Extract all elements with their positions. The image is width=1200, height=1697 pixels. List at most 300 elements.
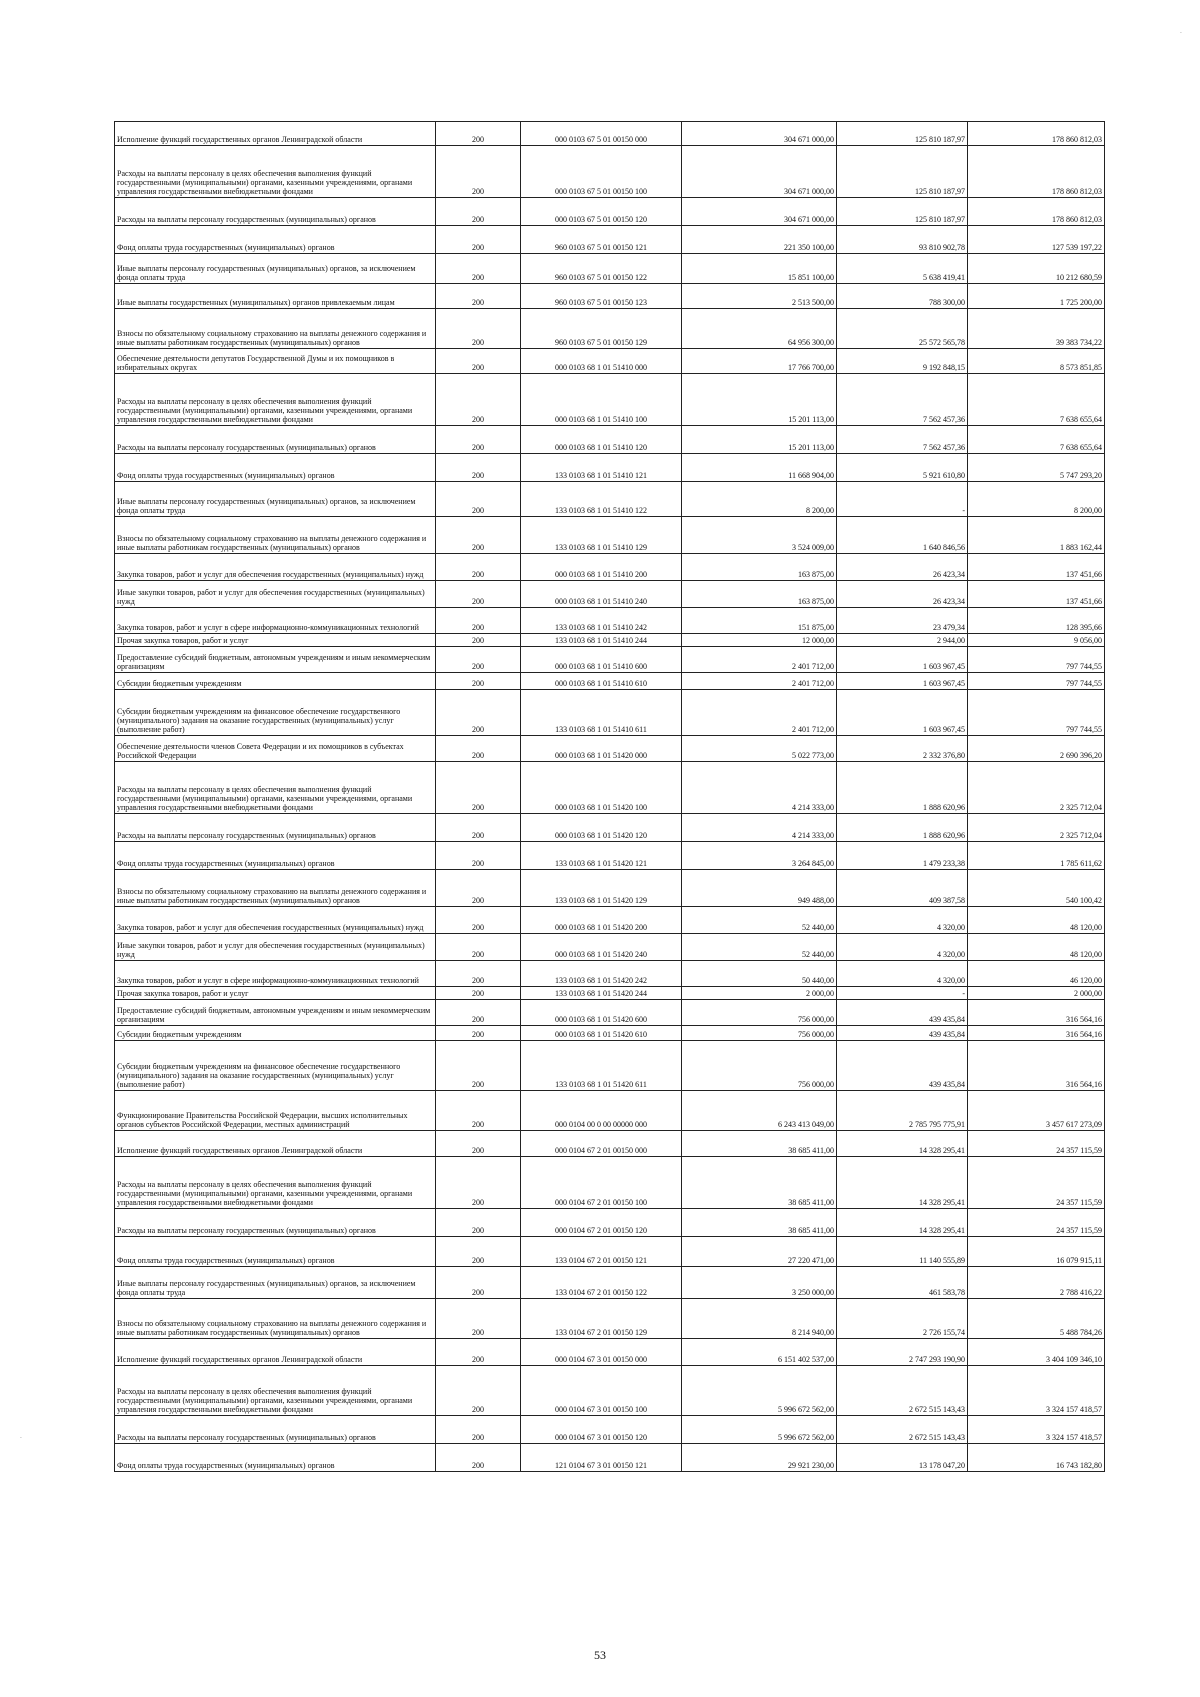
- cell-approved: 5 022 773,00: [682, 736, 837, 762]
- cell-unexecuted: 8 573 851,85: [968, 349, 1105, 374]
- cell-name: Обеспечение деятельности депутатов Государственной Думы и их помощников в избирательных округах: [115, 349, 436, 374]
- cell-unexecuted: 316 564,16: [968, 1026, 1105, 1041]
- cell-budget-code: 960 0103 67 5 01 00150 122: [521, 254, 682, 284]
- cell-line-code: 200: [436, 762, 521, 814]
- cell-line-code: 200: [436, 934, 521, 961]
- cell-name: Расходы на выплаты персоналу государственных (муниципальных) органов: [115, 814, 436, 842]
- table-row: [115, 1267, 1105, 1299]
- cell-name: Обеспечение деятельности членов Совета Федерации и их помощников в субъектах Российской Федерации: [115, 736, 436, 762]
- cell-line-code: 200: [436, 581, 521, 608]
- cell-name: Иные выплаты персоналу государственных (муниципальных) органов, за исключением фонда оплаты труда: [115, 254, 436, 284]
- cell-line-code: 200: [436, 634, 521, 647]
- cell-budget-code: 133 0104 67 2 01 00150 129: [521, 1299, 682, 1339]
- cell-approved: 3 524 009,00: [682, 517, 837, 554]
- cell-executed: 1 479 233,38: [837, 842, 968, 870]
- cell-unexecuted: 9 056,00: [968, 634, 1105, 647]
- cell-name: Расходы на выплаты персоналу государственных (муниципальных) органов: [115, 1416, 436, 1444]
- table-row: [115, 1237, 1105, 1267]
- cell-executed: 4 320,00: [837, 907, 968, 934]
- cell-approved: 15 201 113,00: [682, 374, 837, 426]
- cell-line-code: 200: [436, 226, 521, 254]
- cell-approved: 304 671 000,00: [682, 198, 837, 226]
- cell-executed: -: [837, 482, 968, 517]
- cell-executed: 1 888 620,96: [837, 762, 968, 814]
- cell-budget-code: 133 0103 68 1 01 51410 242: [521, 608, 682, 634]
- cell-name: Закупка товаров, работ и услуг в сфере информационно-коммуникационных технологий: [115, 608, 436, 634]
- cell-approved: 2 401 712,00: [682, 673, 837, 690]
- cell-budget-code: 000 0104 67 2 01 00150 120: [521, 1209, 682, 1237]
- cell-budget-code: 000 0103 68 1 01 51410 240: [521, 581, 682, 608]
- cell-name: Расходы на выплаты персоналу в целях обеспечения выполнения функций государственными (муниципальными) органами, казенными учреждениями, органами управления государственными внебюджетными фондами: [115, 1366, 436, 1416]
- cell-unexecuted: 39 383 734,22: [968, 309, 1105, 349]
- cell-line-code: 200: [436, 1091, 521, 1131]
- cell-line-code: 200: [436, 1267, 521, 1299]
- cell-budget-code: 000 0103 68 1 01 51410 120: [521, 426, 682, 454]
- cell-unexecuted: 16 743 182,80: [968, 1444, 1105, 1472]
- cell-approved: 50 440,00: [682, 961, 837, 987]
- cell-executed: 1 888 620,96: [837, 814, 968, 842]
- cell-budget-code: 000 0104 67 2 01 00150 100: [521, 1157, 682, 1209]
- cell-executed: 2 944,00: [837, 634, 968, 647]
- cell-budget-code: 133 0103 68 1 01 51420 121: [521, 842, 682, 870]
- table-row: [115, 1131, 1105, 1157]
- cell-line-code: 200: [436, 1131, 521, 1157]
- table-row: [115, 762, 1105, 814]
- cell-approved: 5 996 672 562,00: [682, 1416, 837, 1444]
- cell-approved: 2 000,00: [682, 987, 837, 1000]
- cell-line-code: 200: [436, 690, 521, 736]
- cell-budget-code: 133 0103 68 1 01 51410 129: [521, 517, 682, 554]
- cell-name: Закупка товаров, работ и услуг в сфере информационно-коммуникационных технологий: [115, 961, 436, 987]
- cell-approved: 756 000,00: [682, 1041, 837, 1091]
- cell-unexecuted: 2 325 712,04: [968, 814, 1105, 842]
- cell-line-code: 200: [436, 1299, 521, 1339]
- cell-approved: 38 685 411,00: [682, 1209, 837, 1237]
- cell-budget-code: 000 0103 68 1 01 51410 000: [521, 349, 682, 374]
- cell-budget-code: 000 0103 68 1 01 51410 100: [521, 374, 682, 426]
- cell-unexecuted: 1 883 162,44: [968, 517, 1105, 554]
- cell-unexecuted: 2 325 712,04: [968, 762, 1105, 814]
- table-row: [115, 374, 1105, 426]
- cell-line-code: 200: [436, 146, 521, 198]
- cell-unexecuted: 1 725 200,00: [968, 284, 1105, 309]
- cell-name: Закупка товаров, работ и услуг для обеспечения государственных (муниципальных) нужд: [115, 554, 436, 581]
- cell-name: Субсидии бюджетным учреждениям: [115, 1026, 436, 1041]
- cell-name: Предоставление субсидий бюджетным, автономным учреждениям и иным некоммерческим организациям: [115, 647, 436, 673]
- cell-name: Прочая закупка товаров, работ и услуг: [115, 634, 436, 647]
- cell-executed: 461 583,78: [837, 1267, 968, 1299]
- cell-name: Иные закупки товаров, работ и услуг для обеспечения государственных (муниципальных) нужд: [115, 934, 436, 961]
- cell-approved: 11 668 904,00: [682, 454, 837, 482]
- cell-unexecuted: 5 747 293,20: [968, 454, 1105, 482]
- table-row: [115, 987, 1105, 1000]
- table-row: [115, 122, 1105, 146]
- cell-line-code: 200: [436, 1000, 521, 1026]
- table-row: [115, 1416, 1105, 1444]
- cell-line-code: 200: [436, 1209, 521, 1237]
- cell-executed: -: [837, 987, 968, 1000]
- table-row: [115, 426, 1105, 454]
- cell-budget-code: 000 0103 68 1 01 51420 120: [521, 814, 682, 842]
- cell-unexecuted: 10 212 680,59: [968, 254, 1105, 284]
- cell-line-code: 200: [436, 374, 521, 426]
- cell-budget-code: 133 0103 68 1 01 51420 244: [521, 987, 682, 1000]
- cell-budget-code: 133 0104 67 2 01 00150 122: [521, 1267, 682, 1299]
- cell-executed: 439 435,84: [837, 1000, 968, 1026]
- cell-name: Закупка товаров, работ и услуг для обеспечения государственных (муниципальных) нужд: [115, 907, 436, 934]
- cell-line-code: 200: [436, 1444, 521, 1472]
- cell-budget-code: 133 0103 68 1 01 51420 129: [521, 870, 682, 907]
- cell-executed: 23 479,34: [837, 608, 968, 634]
- cell-line-code: 200: [436, 842, 521, 870]
- table-row: [115, 608, 1105, 634]
- cell-unexecuted: 46 120,00: [968, 961, 1105, 987]
- cell-name: Предоставление субсидий бюджетным, автономным учреждениям и иным некоммерческим организациям: [115, 1000, 436, 1026]
- cell-executed: 125 810 187,97: [837, 122, 968, 146]
- cell-executed: 2 747 293 190,90: [837, 1339, 968, 1366]
- cell-executed: 93 810 902,78: [837, 226, 968, 254]
- cell-unexecuted: 178 860 812,03: [968, 198, 1105, 226]
- cell-name: Исполнение функций государственных органов Ленинградской области: [115, 1131, 436, 1157]
- table-row: [115, 934, 1105, 961]
- cell-name: Расходы на выплаты персоналу государственных (муниципальных) органов: [115, 1209, 436, 1237]
- table-row: [115, 454, 1105, 482]
- cell-approved: 5 996 672 562,00: [682, 1366, 837, 1416]
- cell-executed: 14 328 295,41: [837, 1209, 968, 1237]
- cell-line-code: 200: [436, 198, 521, 226]
- table-row: [115, 690, 1105, 736]
- cell-executed: 2 672 515 143,43: [837, 1416, 968, 1444]
- cell-line-code: 200: [436, 309, 521, 349]
- cell-unexecuted: 540 100,42: [968, 870, 1105, 907]
- cell-name: Взносы по обязательному социальному страхованию на выплаты денежного содержания и иные выплаты работникам государственных (муниципальных) органов: [115, 309, 436, 349]
- cell-unexecuted: 3 324 157 418,57: [968, 1366, 1105, 1416]
- table-row: [115, 482, 1105, 517]
- cell-name: Субсидии бюджетным учреждениям на финансовое обеспечение государственного (муниципального) задания на оказание государственных (муниципальных) услуг (выполнение работ): [115, 690, 436, 736]
- cell-unexecuted: 2 690 396,20: [968, 736, 1105, 762]
- cell-approved: 38 685 411,00: [682, 1131, 837, 1157]
- cell-line-code: 200: [436, 482, 521, 517]
- table-row: [115, 1157, 1105, 1209]
- cell-line-code: 200: [436, 517, 521, 554]
- cell-executed: 2 332 376,80: [837, 736, 968, 762]
- cell-approved: 163 875,00: [682, 581, 837, 608]
- cell-executed: 788 300,00: [837, 284, 968, 309]
- cell-budget-code: 133 0103 68 1 01 51410 122: [521, 482, 682, 517]
- cell-executed: 9 192 848,15: [837, 349, 968, 374]
- cell-approved: 52 440,00: [682, 934, 837, 961]
- table-row: [115, 254, 1105, 284]
- cell-budget-code: 000 0104 67 3 01 00150 100: [521, 1366, 682, 1416]
- cell-approved: 6 151 402 537,00: [682, 1339, 837, 1366]
- cell-executed: 409 387,58: [837, 870, 968, 907]
- cell-name: Иные выплаты государственных (муниципальных) органов привлекаемым лицам: [115, 284, 436, 309]
- cell-unexecuted: 24 357 115,59: [968, 1157, 1105, 1209]
- cell-approved: 29 921 230,00: [682, 1444, 837, 1472]
- cell-executed: 125 810 187,97: [837, 146, 968, 198]
- cell-budget-code: 960 0103 67 5 01 00150 123: [521, 284, 682, 309]
- table-row: [115, 961, 1105, 987]
- cell-approved: 3 250 000,00: [682, 1267, 837, 1299]
- cell-approved: 27 220 471,00: [682, 1237, 837, 1267]
- cell-line-code: 200: [436, 673, 521, 690]
- cell-executed: 1 603 967,45: [837, 673, 968, 690]
- table-row: [115, 1299, 1105, 1339]
- cell-executed: 1 603 967,45: [837, 690, 968, 736]
- cell-executed: 2 726 155,74: [837, 1299, 968, 1339]
- cell-budget-code: 133 0103 68 1 01 51410 611: [521, 690, 682, 736]
- cell-executed: 125 810 187,97: [837, 198, 968, 226]
- cell-line-code: 200: [436, 1237, 521, 1267]
- cell-name: Взносы по обязательному социальному страхованию на выплаты денежного содержания и иные выплаты работникам государственных (муниципальных) органов: [115, 870, 436, 907]
- cell-budget-code: 000 0103 68 1 01 51420 610: [521, 1026, 682, 1041]
- cell-name: Расходы на выплаты персоналу в целях обеспечения выполнения функций государственными (муниципальными) органами, казенными учреждениями, органами управления государственными внебюджетными фондами: [115, 374, 436, 426]
- cell-budget-code: 000 0103 68 1 01 51420 200: [521, 907, 682, 934]
- cell-unexecuted: 3 404 109 346,10: [968, 1339, 1105, 1366]
- cell-line-code: 200: [436, 1416, 521, 1444]
- cell-line-code: 200: [436, 987, 521, 1000]
- cell-line-code: 200: [436, 554, 521, 581]
- cell-name: Расходы на выплаты персоналу в целях обеспечения выполнения функций государственными (муниципальными) органами, казенными учреждениями, органами управления государственными внебюджетными фондами: [115, 146, 436, 198]
- cell-line-code: 200: [436, 1366, 521, 1416]
- cell-budget-code: 000 0103 68 1 01 51420 100: [521, 762, 682, 814]
- cell-executed: 4 320,00: [837, 961, 968, 987]
- table-row: [115, 226, 1105, 254]
- table-row: [115, 1041, 1105, 1091]
- cell-budget-code: 000 0103 67 5 01 00150 000: [521, 122, 682, 146]
- cell-unexecuted: 797 744,55: [968, 673, 1105, 690]
- cell-unexecuted: 24 357 115,59: [968, 1131, 1105, 1157]
- cell-approved: 15 201 113,00: [682, 426, 837, 454]
- cell-approved: 12 000,00: [682, 634, 837, 647]
- scan-speck: ·: [1180, 30, 1182, 37]
- cell-budget-code: 000 0103 68 1 01 51420 240: [521, 934, 682, 961]
- cell-line-code: 200: [436, 907, 521, 934]
- cell-name: Иные выплаты персоналу государственных (муниципальных) органов, за исключением фонда оплаты труда: [115, 1267, 436, 1299]
- cell-budget-code: 000 0104 67 2 01 00150 000: [521, 1131, 682, 1157]
- cell-budget-code: 000 0104 67 3 01 00150 120: [521, 1416, 682, 1444]
- cell-name: Прочая закупка товаров, работ и услуг: [115, 987, 436, 1000]
- cell-budget-code: 000 0103 68 1 01 51420 000: [521, 736, 682, 762]
- table-row: [115, 1339, 1105, 1366]
- cell-line-code: 200: [436, 254, 521, 284]
- cell-line-code: 200: [436, 454, 521, 482]
- cell-approved: 52 440,00: [682, 907, 837, 934]
- cell-budget-code: 960 0103 67 5 01 00150 121: [521, 226, 682, 254]
- cell-executed: 2 672 515 143,43: [837, 1366, 968, 1416]
- cell-approved: 2 401 712,00: [682, 690, 837, 736]
- cell-executed: 14 328 295,41: [837, 1157, 968, 1209]
- cell-name: Расходы на выплаты персоналу государственных (муниципальных) органов: [115, 198, 436, 226]
- cell-executed: 14 328 295,41: [837, 1131, 968, 1157]
- cell-line-code: 200: [436, 736, 521, 762]
- cell-name: Исполнение функций государственных органов Ленинградской области: [115, 1339, 436, 1366]
- cell-unexecuted: 797 744,55: [968, 690, 1105, 736]
- cell-line-code: 200: [436, 122, 521, 146]
- cell-budget-code: 000 0104 67 3 01 00150 000: [521, 1339, 682, 1366]
- cell-executed: 439 435,84: [837, 1026, 968, 1041]
- page-number: 53: [594, 1648, 606, 1662]
- cell-line-code: 200: [436, 1041, 521, 1091]
- cell-budget-code: 121 0104 67 3 01 00150 121: [521, 1444, 682, 1472]
- cell-approved: 2 513 500,00: [682, 284, 837, 309]
- cell-executed: 11 140 555,89: [837, 1237, 968, 1267]
- cell-approved: 949 488,00: [682, 870, 837, 907]
- cell-unexecuted: 137 451,66: [968, 554, 1105, 581]
- cell-unexecuted: 7 638 655,64: [968, 374, 1105, 426]
- cell-unexecuted: 48 120,00: [968, 907, 1105, 934]
- cell-approved: 38 685 411,00: [682, 1157, 837, 1209]
- table-row: [115, 870, 1105, 907]
- cell-unexecuted: 16 079 915,11: [968, 1237, 1105, 1267]
- cell-executed: 1 640 846,56: [837, 517, 968, 554]
- table-row: [115, 736, 1105, 762]
- cell-budget-code: 000 0103 68 1 01 51410 600: [521, 647, 682, 673]
- cell-budget-code: 000 0103 68 1 01 51410 610: [521, 673, 682, 690]
- cell-name: Расходы на выплаты персоналу в целях обеспечения выполнения функций государственными (муниципальными) органами, казенными учреждениями, органами управления государственными внебюджетными фондами: [115, 1157, 436, 1209]
- cell-unexecuted: 797 744,55: [968, 647, 1105, 673]
- cell-name: Иные выплаты персоналу государственных (муниципальных) органов, за исключением фонда оплаты труда: [115, 482, 436, 517]
- cell-line-code: 200: [436, 647, 521, 673]
- table-row: [115, 907, 1105, 934]
- cell-approved: 304 671 000,00: [682, 122, 837, 146]
- cell-budget-code: 000 0103 68 1 01 51410 200: [521, 554, 682, 581]
- cell-name: Исполнение функций государственных органов Ленинградской области: [115, 122, 436, 146]
- cell-name: Фонд оплаты труда государственных (муниципальных) органов: [115, 1237, 436, 1267]
- cell-approved: 756 000,00: [682, 1000, 837, 1026]
- cell-name: Взносы по обязательному социальному страхованию на выплаты денежного содержания и иные выплаты работникам государственных (муниципальных) органов: [115, 517, 436, 554]
- cell-budget-code: 133 0103 68 1 01 51410 121: [521, 454, 682, 482]
- cell-unexecuted: 5 488 784,26: [968, 1299, 1105, 1339]
- cell-approved: 64 956 300,00: [682, 309, 837, 349]
- cell-budget-code: 000 0104 00 0 00 00000 000: [521, 1091, 682, 1131]
- cell-approved: 8 214 940,00: [682, 1299, 837, 1339]
- cell-approved: 3 264 845,00: [682, 842, 837, 870]
- cell-approved: 304 671 000,00: [682, 146, 837, 198]
- table-row: [115, 581, 1105, 608]
- cell-unexecuted: 1 785 611,62: [968, 842, 1105, 870]
- cell-executed: 5 921 610,80: [837, 454, 968, 482]
- cell-unexecuted: 178 860 812,03: [968, 146, 1105, 198]
- table-row: [115, 349, 1105, 374]
- cell-budget-code: 000 0103 67 5 01 00150 100: [521, 146, 682, 198]
- cell-budget-code: 133 0103 68 1 01 51420 242: [521, 961, 682, 987]
- cell-unexecuted: 2 788 416,22: [968, 1267, 1105, 1299]
- cell-line-code: 200: [436, 1339, 521, 1366]
- table-row: [115, 198, 1105, 226]
- table-row: [115, 647, 1105, 673]
- cell-unexecuted: 7 638 655,64: [968, 426, 1105, 454]
- table-row: [115, 309, 1105, 349]
- cell-name: Субсидии бюджетным учреждениям на финансовое обеспечение государственного (муниципального) задания на оказание государственных (муниципальных) услуг (выполнение работ): [115, 1041, 436, 1091]
- cell-name: Расходы на выплаты персоналу государственных (муниципальных) органов: [115, 426, 436, 454]
- cell-executed: 7 562 457,36: [837, 426, 968, 454]
- table-row: [115, 814, 1105, 842]
- table-row: [115, 1026, 1105, 1041]
- cell-approved: 2 401 712,00: [682, 647, 837, 673]
- cell-unexecuted: 24 357 115,59: [968, 1209, 1105, 1237]
- cell-line-code: 200: [436, 349, 521, 374]
- cell-budget-code: 000 0103 67 5 01 00150 120: [521, 198, 682, 226]
- cell-approved: 4 214 333,00: [682, 762, 837, 814]
- cell-approved: 17 766 700,00: [682, 349, 837, 374]
- table-row: [115, 284, 1105, 309]
- cell-name: Фонд оплаты труда государственных (муниципальных) органов: [115, 226, 436, 254]
- table-row: [115, 1209, 1105, 1237]
- cell-line-code: 200: [436, 870, 521, 907]
- cell-executed: 1 603 967,45: [837, 647, 968, 673]
- cell-executed: 4 320,00: [837, 934, 968, 961]
- table-row: [115, 517, 1105, 554]
- cell-approved: 151 875,00: [682, 608, 837, 634]
- cell-executed: 26 423,34: [837, 554, 968, 581]
- cell-executed: 13 178 047,20: [837, 1444, 968, 1472]
- cell-line-code: 200: [436, 426, 521, 454]
- cell-approved: 6 243 413 049,00: [682, 1091, 837, 1131]
- cell-unexecuted: 316 564,16: [968, 1000, 1105, 1026]
- cell-unexecuted: 8 200,00: [968, 482, 1105, 517]
- cell-name: Функционирование Правительства Российской Федерации, высших исполнительных органов субъектов Российской Федерации, местных администраций: [115, 1091, 436, 1131]
- cell-executed: 7 562 457,36: [837, 374, 968, 426]
- cell-executed: 26 423,34: [837, 581, 968, 608]
- table-row: [115, 554, 1105, 581]
- cell-unexecuted: 128 395,66: [968, 608, 1105, 634]
- cell-unexecuted: 316 564,16: [968, 1041, 1105, 1091]
- cell-budget-code: 000 0103 68 1 01 51420 600: [521, 1000, 682, 1026]
- cell-approved: 756 000,00: [682, 1026, 837, 1041]
- cell-budget-code: 133 0103 68 1 01 51410 244: [521, 634, 682, 647]
- table-row: [115, 634, 1105, 647]
- cell-name: Взносы по обязательному социальному страхованию на выплаты денежного содержания и иные выплаты работникам государственных (муниципальных) органов: [115, 1299, 436, 1339]
- cell-approved: 8 200,00: [682, 482, 837, 517]
- cell-line-code: 200: [436, 1157, 521, 1209]
- cell-line-code: 200: [436, 284, 521, 309]
- cell-unexecuted: 127 539 197,22: [968, 226, 1105, 254]
- cell-approved: 15 851 100,00: [682, 254, 837, 284]
- cell-unexecuted: 48 120,00: [968, 934, 1105, 961]
- cell-approved: 221 350 100,00: [682, 226, 837, 254]
- cell-budget-code: 133 0104 67 2 01 00150 121: [521, 1237, 682, 1267]
- cell-unexecuted: 3 457 617 273,09: [968, 1091, 1105, 1131]
- cell-executed: 5 638 419,41: [837, 254, 968, 284]
- table-row: [115, 1091, 1105, 1131]
- cell-name: Расходы на выплаты персоналу в целях обеспечения выполнения функций государственными (муниципальными) органами, казенными учреждениями, органами управления государственными внебюджетными фондами: [115, 762, 436, 814]
- table-row: [115, 1000, 1105, 1026]
- table-row: [115, 146, 1105, 198]
- table-row: [115, 1366, 1105, 1416]
- cell-line-code: 200: [436, 608, 521, 634]
- cell-approved: 4 214 333,00: [682, 814, 837, 842]
- cell-name: Фонд оплаты труда государственных (муниципальных) органов: [115, 454, 436, 482]
- cell-executed: 25 572 565,78: [837, 309, 968, 349]
- cell-budget-code: 960 0103 67 5 01 00150 129: [521, 309, 682, 349]
- cell-executed: 439 435,84: [837, 1041, 968, 1091]
- scan-speck: ·: [20, 1435, 22, 1442]
- cell-line-code: 200: [436, 1026, 521, 1041]
- table-row: [115, 673, 1105, 690]
- cell-name: Фонд оплаты труда государственных (муниципальных) органов: [115, 1444, 436, 1472]
- cell-budget-code: 133 0103 68 1 01 51420 611: [521, 1041, 682, 1091]
- cell-unexecuted: 3 324 157 418,57: [968, 1416, 1105, 1444]
- cell-line-code: 200: [436, 814, 521, 842]
- table-body: [115, 122, 1105, 1472]
- cell-approved: 163 875,00: [682, 554, 837, 581]
- cell-executed: 2 785 795 775,91: [837, 1091, 968, 1131]
- cell-unexecuted: 137 451,66: [968, 581, 1105, 608]
- cell-unexecuted: 2 000,00: [968, 987, 1105, 1000]
- table-row: [115, 1444, 1105, 1472]
- cell-name: Фонд оплаты труда государственных (муниципальных) органов: [115, 842, 436, 870]
